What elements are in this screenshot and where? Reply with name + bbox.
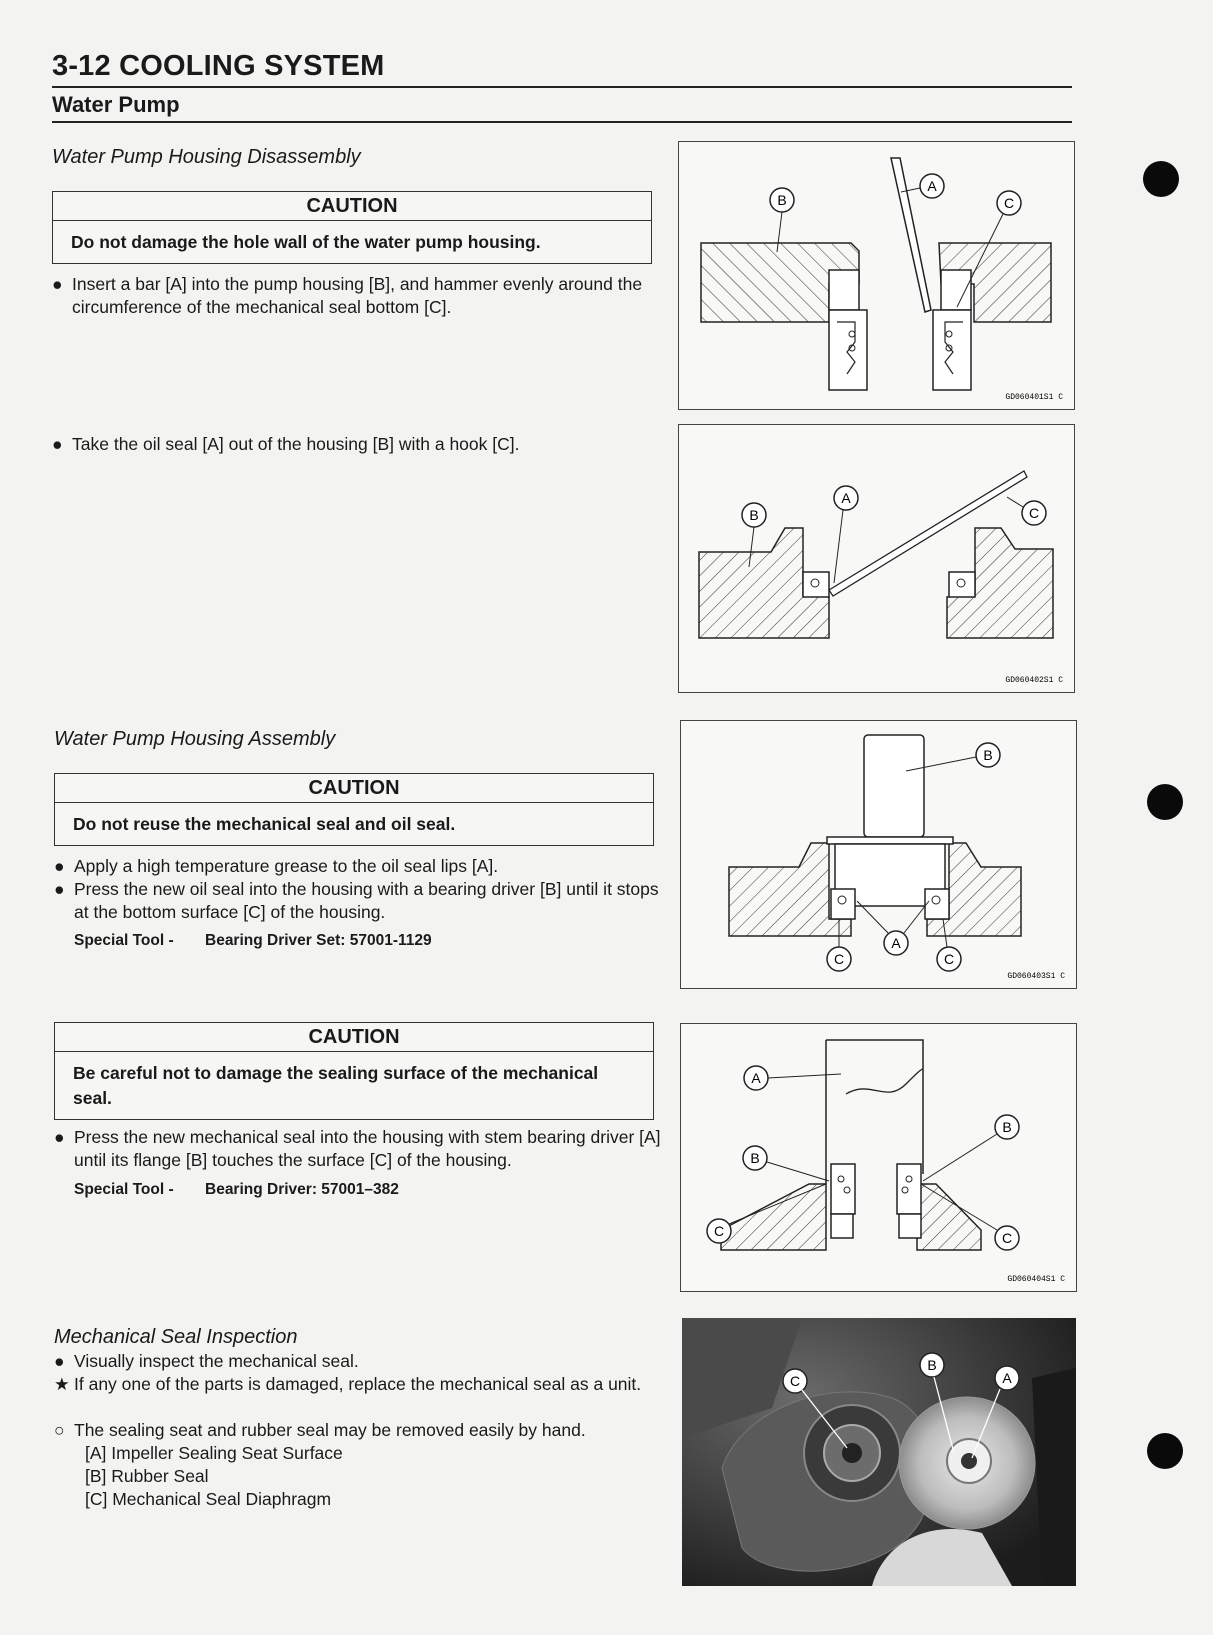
binder-hole [1147,1433,1183,1469]
section-heading-disassembly: Water Pump Housing Disassembly [52,146,361,168]
callout-label: C [943,951,955,967]
bullet-item: ● Press the new mechanical seal into the housing with stem bearing driver [A] until its flange [B] touches the surface [C] of the housing. [54,1127,661,1170]
callout-label: C [1003,195,1015,211]
caution-title: CAUTION [53,192,651,221]
bullet-text: The sealing seat and rubber seal may be removed easily by hand. [74,1420,586,1440]
callout-label: A [1002,1370,1012,1386]
legend-item: [B] Rubber Seal [85,1466,209,1486]
figure-code: GD060402S1 C [1005,676,1063,685]
caution-box [54,1022,654,1120]
callout-label: B [927,1357,937,1373]
callout-label: C [1001,1230,1013,1246]
star-item: ★ If any one of the parts is damaged, replace the mechanical seal as a unit. [54,1374,642,1394]
callout-label: C [789,1373,801,1389]
figure-code: GD060404S1 C [1007,1275,1065,1284]
bullet-item: ● Visually inspect the mechanical seal. [54,1351,359,1371]
special-tool-value: Bearing Driver: 57001–382 [205,1181,399,1198]
header-rule [52,86,1072,88]
figure-oil-seal-install [680,720,1077,989]
caution-text: Be careful not to damage the sealing surface of the mechanical seal. [73,1063,599,1108]
bullet-item: ● Apply a high temperature grease to the oil seal lips [A]. [54,856,499,876]
caution-title: CAUTION [55,774,653,803]
callout-label: A [841,490,851,506]
page-subtitle: Water Pump [52,92,180,117]
bullet-item: ● Take the oil seal [A] out of the housing [B] with a hook [C]. [52,434,520,454]
callout-label: B [750,1150,760,1166]
special-tool-value: Bearing Driver Set: 57001-1129 [205,932,432,949]
special-tool-label: Special Tool - [74,932,174,949]
figure-mechanical-seal-removal [678,141,1075,410]
callout-label: A [927,178,937,194]
circle-item: ○ The sealing seat and rubber seal may be removed easily by hand. [54,1420,586,1440]
callout-label: A [751,1070,761,1086]
bullet-text: If any one of the parts is damaged, replace the mechanical seal as a unit. [74,1374,642,1394]
special-tool-line [74,1181,399,1199]
legend-item: [A] Impeller Sealing Seat Surface [85,1443,343,1463]
bullet-text: Press the new oil seal into the housing with a bearing driver [B] until it stops at the bottom surface [C] of the housing. [74,879,659,922]
subtitle-rule [52,121,1072,123]
figure-oil-seal-removal [678,424,1075,693]
section-heading-assembly: Water Pump Housing Assembly [54,728,336,750]
callout-label: B [983,747,993,763]
binder-hole [1147,784,1183,820]
bullet-text: Apply a high temperature grease to the oil seal lips [A]. [74,856,499,876]
callout-label: A [891,935,901,951]
figure-mechanical-seal-install [680,1023,1077,1292]
callout-label: C [833,951,845,967]
figure-code: GD060403S1 C [1007,972,1065,981]
special-tool-label: Special Tool - [74,1181,174,1198]
callout-label: B [1002,1119,1012,1135]
bullet-text: Press the new mechanical seal into the housing with stem bearing driver [A] until its flange [B] touches the surface [C] of the housing. [74,1127,661,1170]
binder-hole [1143,161,1179,197]
legend-item: [C] Mechanical Seal Diaphragm [85,1489,332,1509]
photo-mechanical-seal [682,1318,1076,1586]
caution-text: Do not reuse the mechanical seal and oil seal. [73,814,456,834]
caution-title: CAUTION [55,1023,653,1052]
figure-code: GD060401S1 C [1005,393,1063,402]
special-tool-line [74,932,432,950]
bullet-item: ● Insert a bar [A] into the pump housing [B], and hammer evenly around the circumference of the mechanical seal bottom [C]. [52,274,643,317]
section-heading-inspection: Mechanical Seal Inspection [54,1326,298,1348]
bullet-text: Take the oil seal [A] out of the housing [B] with a hook [C]. [72,434,520,454]
callout-label: B [749,507,759,523]
bullet-text: Visually inspect the mechanical seal. [74,1351,359,1371]
page-title: 3-12 COOLING SYSTEM [52,50,385,82]
callout-label: C [713,1223,725,1239]
caution-text: Do not damage the hole wall of the water pump housing. [71,232,541,252]
caution-box [52,191,652,264]
callout-label: C [1028,505,1040,521]
bullet-item: ● Press the new oil seal into the housing with a bearing driver [B] until it stops at the bottom surface [C] of the housing. [54,879,659,922]
callout-label: B [777,192,787,208]
caution-box [54,773,654,846]
bullet-text: Insert a bar [A] into the pump housing [B], and hammer evenly around the circumference of the mechanical seal bottom [C]. [72,274,643,317]
